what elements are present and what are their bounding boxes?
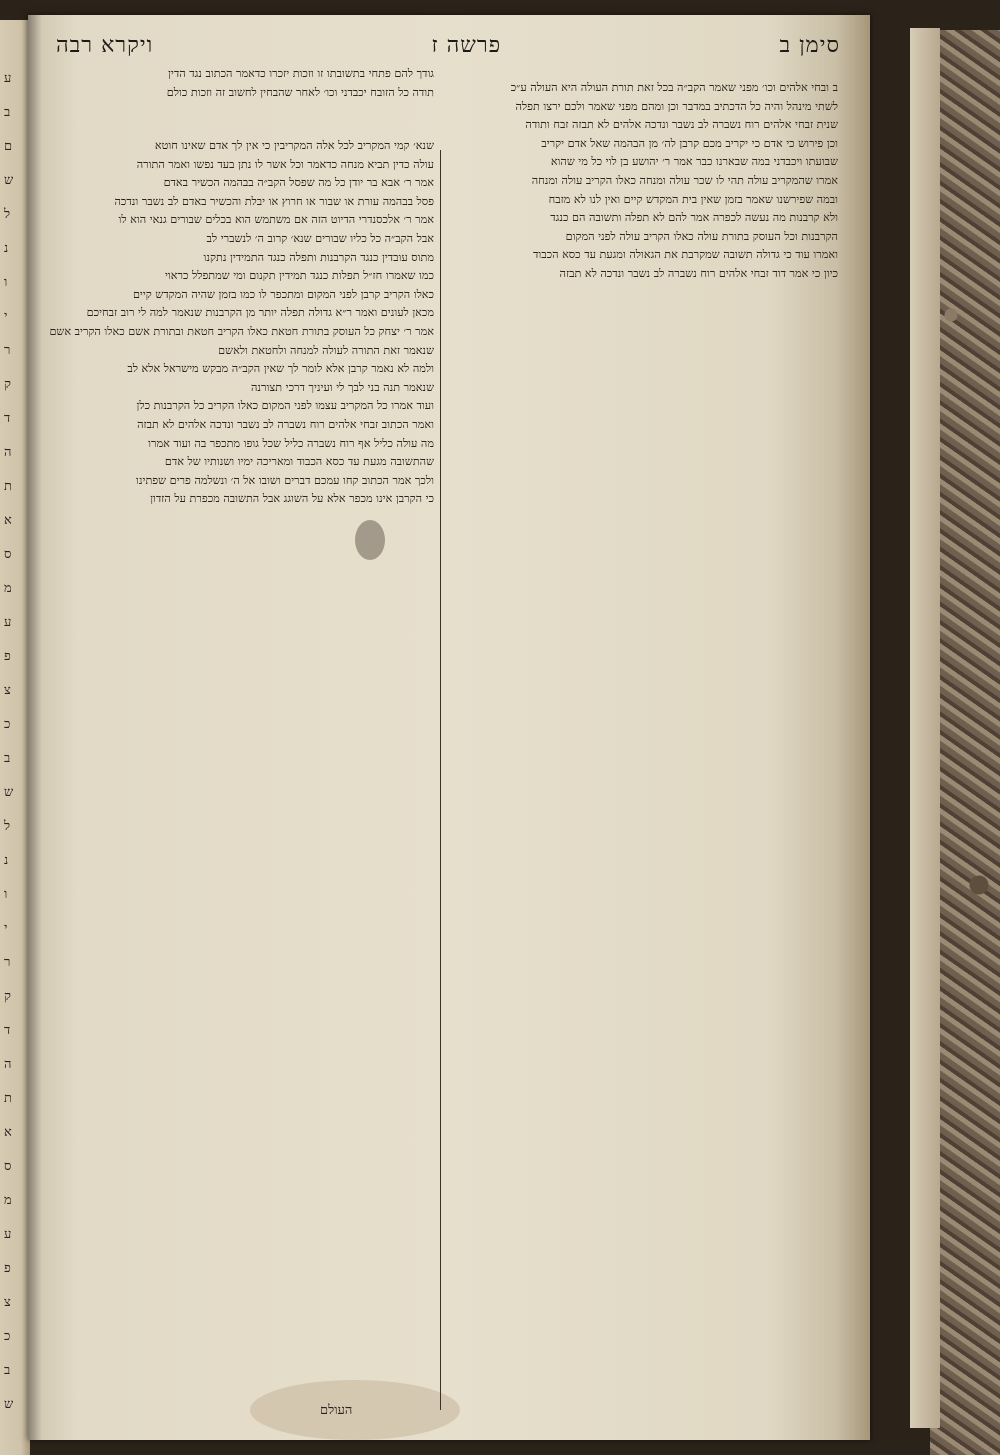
- text-paragraph: אמרו שהמקריב עולה תהי לו שכר עולה ומנחה כאלו הקריב עולה ומנחה: [531, 173, 838, 187]
- running-header: [48, 28, 848, 62]
- header-title: ויקרא רבה: [56, 33, 154, 58]
- marbled-cover: [930, 30, 1000, 1455]
- left-page-glyph: ב: [4, 751, 11, 766]
- left-page-glyph: י: [4, 309, 8, 324]
- text-paragraph: שנא׳ קמי המקריב לכל אלה המקריבין כי אין לך אדם שאינו חוטא: [154, 139, 434, 152]
- left-page-glyph: מ: [4, 1193, 12, 1208]
- text-paragraph: אבל הקב״ה כל כליו שבורים שנא׳ קרוב ה׳ לנשברי לב: [206, 231, 434, 245]
- text-paragraph: אמר ר׳ אבא בר יודן כל מה שפסל הקב״ה בבהמה הכשיר באדם: [163, 176, 434, 190]
- left-page-glyph: י: [4, 921, 8, 936]
- column-rule: [440, 150, 441, 1410]
- text-paragraph: שבועתו ויכבדני במה שבארנו כבר אמר ר׳ יהושע בן לוי כל מי שהוא: [550, 155, 838, 169]
- page-gutter-shadow: [28, 15, 42, 1440]
- left-page-glyph: ב: [4, 1363, 11, 1378]
- text-paragraph: הקרבנות וכל העוסק בתורת עולה כאלו הקריב עולה לפני המקום: [565, 229, 838, 243]
- left-page-glyph: ת: [4, 479, 12, 494]
- left-page-glyph: מ: [4, 581, 12, 596]
- text-paragraph: ועוד אמרו כל המקריב עצמו לפני המקום כאלו הקריב כל הקרבנות כלן: [136, 399, 434, 413]
- header-parasha: פרשה ז: [431, 33, 502, 58]
- text-paragraph: וכן פירוש כי אדם כי יקריב מכם קרבן לה׳ מן הבהמה שאל אדם יקריב: [541, 136, 838, 150]
- text-paragraph: ולכך אמר הכתוב קחו עמכם דברים ושובו אל ה׳ ונשלמה פרים שפתינו: [136, 473, 434, 487]
- text-paragraph: אמר ר׳ אלכסנדרי הדיוט הזה אם משתמש הוא בכלים שבורים גנאי הוא לו: [118, 213, 434, 227]
- text-paragraph: ואמר הכתוב זבחי אלהים רוח נשברה לב נשבר ונדכה אלהים לא תבזה: [137, 417, 434, 431]
- text-paragraph: תודה כל הזובח יכבדני וכו׳ לאחר שהבחין לחשוב זה וזכות כולם: [166, 85, 434, 99]
- left-page-glyph: ל: [4, 819, 11, 834]
- left-page-glyph: כ: [4, 717, 11, 732]
- left-page-glyph: ד: [4, 1023, 11, 1038]
- left-page-sliver: [0, 20, 30, 1455]
- text-paragraph: ואמרו עוד כי גדולה תשובה שמקרבת את הגאולה ומגעת עד כסא הכבוד: [533, 248, 838, 262]
- text-paragraph: עולה כדין תביא מנחה כדאמר וכל אשר לו נתן בעד נפשו ואמר התורה: [136, 157, 434, 171]
- left-page-glyph: ו: [4, 275, 8, 290]
- text-paragraph: ולמה לא נאמר קרבן אלא לומר לך שאין הקב״ה מבקש מישראל אלא לב: [127, 362, 434, 376]
- text-paragraph: שנאמר זאת התורה לעולה למנחה ולחטאת ולאשם: [218, 343, 434, 357]
- left-page-glyph: ש: [4, 785, 14, 800]
- text-paragraph: מה עולה כליל אף רוח נשברה כליל שכל גופו מתכפר בה ועוד אמרו: [148, 436, 434, 450]
- left-page-glyph: פ: [4, 649, 11, 664]
- left-page-glyph: נ: [4, 241, 9, 256]
- left-text-column-top: [42, 66, 434, 130]
- text-paragraph: ולא קרבנות מה נעשה לכפרה אמר להם לא תפלה ותשובה הם כנגד: [550, 211, 838, 225]
- left-page-glyph: ם: [4, 139, 13, 154]
- left-page-glyph: ע: [4, 1227, 12, 1242]
- left-page-glyph: ס: [4, 1159, 12, 1174]
- left-page-glyph: ס: [4, 547, 12, 562]
- header-siman: סימן ב: [779, 33, 840, 58]
- text-paragraph: שהתשובה מגעת עד כסא הכבוד ומאריכה ימיו ושנותיו של אדם: [164, 455, 434, 469]
- left-page-glyph: ה: [4, 1057, 12, 1072]
- text-paragraph: ב ובחי אלהים וכו׳ מפני שאמר הקב״ה בכל זאת תורת העולה היא העולה ע״כ: [510, 81, 838, 94]
- left-page-glyph: ע: [4, 71, 12, 86]
- text-paragraph: כאלו הקריב קרבן לפני המקום ומתכפר לו כמו בזמן שהיה המקדש קיים: [132, 287, 434, 301]
- left-page-glyph: א: [4, 1125, 12, 1140]
- text-paragraph: כמו שאמרו חז״ל תפלות כנגד תמידין תקנום ומי שמתפלל כראוי: [164, 269, 434, 283]
- text-paragraph: לשתי מינהל והיה כל הדכתיב במדבר וכן ומהם מפני שאמר ולכם ירצו תפלה: [515, 99, 838, 113]
- left-page-glyph: ב: [4, 105, 11, 120]
- left-page-glyph: ל: [4, 207, 11, 222]
- text-paragraph: שנית זבחי אלהים רוח נשברה לב נשבר ונדכה אלהים לא תבזה זבח ותודה: [525, 118, 838, 132]
- text-paragraph: אמר ר׳ יצחק כל העוסק בתורת חטאת כאלו הקריב חטאת ובתורת אשם כאלו הקריב אשם: [49, 324, 434, 338]
- left-page-glyph: צ: [4, 1295, 11, 1310]
- left-page-glyph: א: [4, 513, 12, 528]
- text-paragraph: כי הקרבן אינו מכפר אלא על השוגג אבל התשובה מכפרת על הזדון: [150, 492, 434, 506]
- catchword: העולם: [320, 1403, 353, 1418]
- left-page-glyph: ר: [4, 343, 11, 358]
- left-page-glyph: כ: [4, 1329, 11, 1344]
- text-paragraph: גודך להם פתחי בתשובתו זו וזכות יזכרו כדאמר הכתוב נגד הדין: [168, 67, 434, 80]
- left-page-glyph: ק: [4, 989, 11, 1004]
- right-text-column: [448, 80, 838, 1410]
- left-page-glyph: ו: [4, 887, 8, 902]
- left-page-glyph: צ: [4, 683, 11, 698]
- left-page-glyph: ש: [4, 1397, 14, 1412]
- left-page-glyph: ש: [4, 173, 14, 188]
- left-text-column: [42, 138, 434, 1410]
- text-paragraph: ובמה שפירשנו שאמר בזמן שאין בית המקדש קיים ואין לנו לא מזבח: [548, 192, 838, 206]
- page-stack-edge: [910, 28, 940, 1428]
- left-page-glyph: ד: [4, 411, 11, 426]
- text-paragraph: פסל בבהמה עורת או שבור או חרוץ או יבלת והכשיר באדם לב נשבר ונדכה: [114, 194, 434, 208]
- text-paragraph: שנאמר תנה בני לבך לי ועיניך דרכי תצורנה: [250, 380, 434, 394]
- text-paragraph: מכאן לעונים ואמר ר״א גדולה תפלה יותר מן הקרבנות שנאמר למה לי רוב זבחיכם: [86, 306, 434, 320]
- text-paragraph: כיון כי אמר דוד זבחי אלהים רוח נשברה לב נשבר ונדכה לא תבזה: [559, 266, 838, 280]
- left-page-glyph: נ: [4, 853, 9, 868]
- left-page-glyph: ה: [4, 445, 12, 460]
- left-page-glyph: ר: [4, 955, 11, 970]
- left-page-glyph: ע: [4, 615, 12, 630]
- left-page-glyph: ק: [4, 377, 11, 392]
- text-paragraph: מתוס עובדין כנגד הקרבנות ותפלה כנגד התמידין נתקנו: [203, 250, 434, 264]
- left-page-glyph: פ: [4, 1261, 11, 1276]
- left-page-glyph: ת: [4, 1091, 12, 1106]
